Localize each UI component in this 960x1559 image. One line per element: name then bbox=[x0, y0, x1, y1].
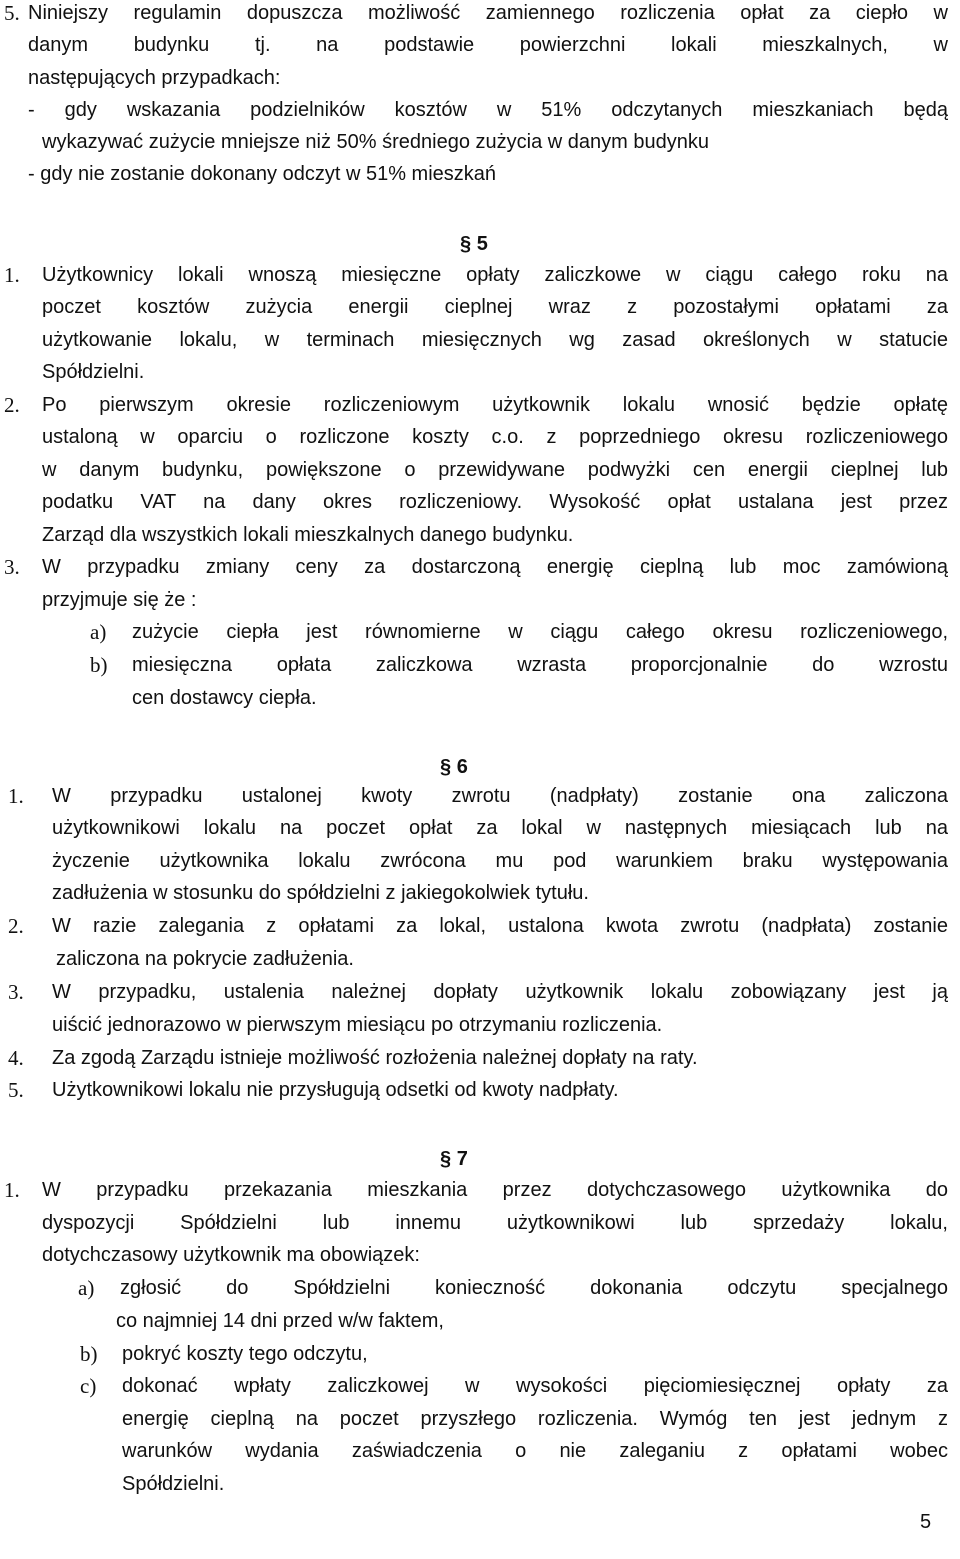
line-text: życzenie użytkownika lokalu zwrócona mu pod warunkiem braku występowania bbox=[52, 850, 948, 872]
text-line bbox=[0, 157, 960, 191]
text-line bbox=[0, 1206, 960, 1240]
line-text: W przypadku zmiany ceny za dostarczoną energię cieplną lub moc zamówioną bbox=[42, 556, 948, 578]
line-text: przyjmuje się że : bbox=[42, 589, 197, 611]
text-line bbox=[0, 1369, 960, 1403]
line-text: Użytkownicy lokali wnoszą miesięczne opłaty zaliczkowe w ciągu całego roku na bbox=[42, 264, 948, 286]
line-text: użytkownikowi lokalu na poczet opłat za lokal w następnych miesiącach lub na bbox=[52, 817, 948, 839]
line-text: wykazywać zużycie mniejsze niż 50% średniego zużycia w danym budynku bbox=[42, 131, 709, 153]
text-line bbox=[0, 1008, 960, 1042]
line-text: dokonać wpłaty zaliczkowej w wysokości pięciomiesięcznej opłaty za bbox=[122, 1375, 948, 1397]
text-line bbox=[0, 125, 960, 159]
line-text: W przypadku przekazania mieszkania przez dotychczasowego użytkownika do bbox=[42, 1179, 948, 1201]
line-text: w danym budynku, powiększone o przewidywane podwyżki cen energii cieplnej lub bbox=[42, 459, 948, 481]
line-text: dyspozycji Spółdzielni lub innemu użytkownikowi lub sprzedaży lokalu, bbox=[42, 1212, 948, 1234]
text-line bbox=[0, 844, 960, 878]
item-letter: a) bbox=[90, 620, 107, 644]
line-text: pokryć koszty tego odczytu, bbox=[122, 1343, 368, 1365]
text-line bbox=[0, 975, 960, 1009]
text-line bbox=[0, 1041, 960, 1075]
text-line bbox=[0, 290, 960, 324]
item-letter: b) bbox=[90, 653, 108, 677]
item-number: 1. bbox=[4, 263, 20, 287]
text-line bbox=[0, 1434, 960, 1468]
line-text: W przypadku, ustalenia należnej dopłaty użytkownik lokalu zobowiązany jest ją bbox=[52, 981, 948, 1003]
text-line bbox=[0, 93, 960, 127]
section-heading bbox=[460, 227, 488, 261]
line-text: zadłużenia w stosunku do spółdzielni z jakiegokolwiek tytułu. bbox=[52, 882, 589, 904]
line-text: - gdy nie zostanie dokonany odczyt w 51% mieszkań bbox=[28, 163, 497, 185]
line-text: energię cieplną na poczet przyszłego rozliczenia. Wymóg ten jest jednym z bbox=[122, 1408, 948, 1430]
line-text: miesięczna opłata zaliczkowa wzrasta proporcjonalnie do wzrostu bbox=[132, 654, 948, 676]
section-number: 5 bbox=[476, 233, 488, 255]
text-line bbox=[0, 1173, 960, 1207]
text-line bbox=[0, 779, 960, 813]
line-text: cen dostawcy ciepła. bbox=[132, 687, 317, 709]
item-number: 5. bbox=[4, 1, 20, 25]
text-line bbox=[0, 648, 960, 682]
text-line bbox=[0, 909, 960, 943]
item-number: 3. bbox=[8, 980, 24, 1004]
section-number: 6 bbox=[456, 756, 468, 778]
section-symbol: § bbox=[440, 1148, 452, 1170]
line-text: zużycie ciepła jest równomierne w ciągu całego okresu rozliczeniowego, bbox=[132, 621, 948, 643]
text-line bbox=[0, 1271, 960, 1305]
text-line bbox=[0, 1073, 960, 1107]
text-line bbox=[0, 518, 960, 552]
item-number: 2. bbox=[4, 393, 20, 417]
text-line bbox=[0, 485, 960, 519]
line-text: dotychczasowy użytkownik ma obowiązek: bbox=[42, 1244, 420, 1266]
line-text: Po pierwszym okresie rozliczeniowym użytkownik lokalu wnosić będzie opłatę bbox=[42, 394, 948, 416]
item-letter: b) bbox=[80, 1342, 98, 1366]
item-number: 4. bbox=[8, 1046, 24, 1070]
text-line bbox=[0, 453, 960, 487]
item-number: 1. bbox=[4, 1178, 20, 1202]
item-number: 2. bbox=[8, 914, 24, 938]
line-text: zgłosić do Spółdzielni konieczność dokonania odczytu specjalnego bbox=[120, 1277, 948, 1299]
page-number: 5 bbox=[920, 1511, 932, 1533]
section-symbol: § bbox=[440, 756, 452, 778]
text-line bbox=[0, 583, 960, 617]
text-line bbox=[0, 550, 960, 584]
text-line bbox=[0, 258, 960, 292]
line-text: podatku VAT na dany okres rozliczeniowy. Wysokość opłat ustalana jest przez bbox=[42, 491, 948, 513]
line-text: Spółdzielni. bbox=[42, 361, 145, 383]
line-text: Użytkownikowi lokalu nie przysługują odsetki od kwoty nadpłaty. bbox=[52, 1079, 619, 1101]
line-text: ustaloną w oparciu o rozliczone koszty c.o. z poprzedniego okresu rozliczeniowego bbox=[42, 426, 948, 448]
line-text: W razie zalegania z opłatami za lokal, ustalona kwota zwrotu (nadpłata) zostanie bbox=[52, 915, 948, 937]
line-text: Spółdzielni. bbox=[122, 1473, 225, 1495]
text-line bbox=[0, 61, 960, 95]
text-line bbox=[0, 942, 960, 976]
line-text: - gdy wskazania podzielników kosztów w 51% odczytanych mieszkaniach będą bbox=[28, 99, 948, 121]
text-line bbox=[0, 681, 960, 715]
text-line bbox=[0, 420, 960, 454]
line-text: warunków wydania zaświadczenia o nie zaleganiu z opłatami wobec bbox=[122, 1440, 948, 1462]
text-line bbox=[0, 0, 960, 30]
text-line bbox=[0, 1402, 960, 1436]
text-line bbox=[0, 615, 960, 649]
text-line bbox=[0, 323, 960, 357]
section-symbol: § bbox=[460, 233, 472, 255]
line-text: co najmniej 14 dni przed w/w faktem, bbox=[116, 1310, 444, 1332]
line-text: następujących przypadkach: bbox=[28, 67, 281, 89]
text-line bbox=[0, 1238, 960, 1272]
item-number: 1. bbox=[8, 784, 24, 808]
text-line bbox=[0, 388, 960, 422]
text-line bbox=[0, 28, 960, 62]
text-line bbox=[0, 1304, 960, 1338]
line-text: W przypadku ustalonej kwoty zwrotu (nadpłaty) zostanie ona zaliczona bbox=[52, 785, 948, 807]
text-line bbox=[0, 1467, 960, 1501]
line-text: poczet kosztów zużycia energii cieplnej wraz z pozostałymi opłatami za bbox=[42, 296, 948, 318]
line-text: danym budynku tj. na podstawie powierzchni lokali mieszkalnych, w bbox=[28, 34, 948, 56]
text-line bbox=[0, 355, 960, 389]
section-heading bbox=[440, 1142, 468, 1176]
line-text: zaliczona na pokrycie zadłużenia. bbox=[56, 948, 354, 970]
item-letter: a) bbox=[78, 1276, 95, 1300]
text-line bbox=[0, 876, 960, 910]
line-text: Niniejszy regulamin dopuszcza możliwość zamiennego rozliczenia opłat za ciepło w bbox=[28, 2, 948, 24]
line-text: Za zgodą Zarządu istnieje możliwość rozłożenia należnej dopłaty na raty. bbox=[52, 1047, 698, 1069]
line-text: Zarząd dla wszystkich lokali mieszkalnych danego budynku. bbox=[42, 524, 574, 546]
item-letter: c) bbox=[80, 1374, 97, 1398]
text-line bbox=[0, 811, 960, 845]
item-number: 3. bbox=[4, 555, 20, 579]
item-number: 5. bbox=[8, 1078, 24, 1102]
line-text: uiścić jednorazowo w pierwszym miesiącu po otrzymaniu rozliczenia. bbox=[52, 1014, 663, 1036]
section-number: 7 bbox=[456, 1148, 468, 1170]
line-text: użytkowanie lokalu, w terminach miesięcznych wg zasad określonych w statucie bbox=[42, 329, 948, 351]
text-line bbox=[0, 1337, 960, 1371]
